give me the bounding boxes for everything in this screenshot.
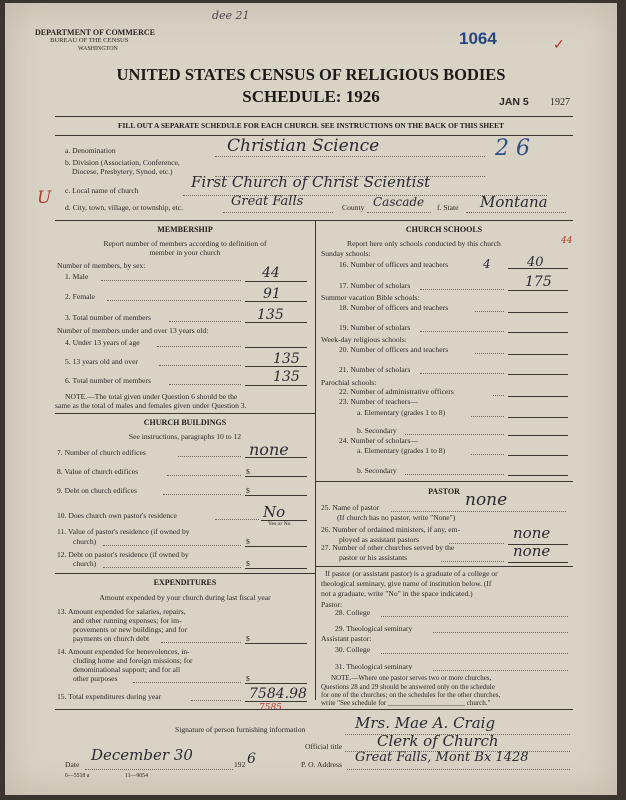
q18-label: 18. Number of officers and teachers bbox=[339, 303, 449, 312]
q1-value: 44 bbox=[262, 265, 280, 281]
signature-value: Mrs. Mae A. Craig bbox=[355, 714, 496, 732]
buildings-intro: See instructions, paragraphs 10 to 12 bbox=[128, 432, 242, 441]
graduate-text-2: theological seminary, give name of institution below. (If bbox=[321, 579, 492, 588]
q2-value: 91 bbox=[263, 286, 281, 302]
form-number-1: 6—5518 a bbox=[65, 773, 90, 779]
q22-label: 22. Number of administrative officers bbox=[339, 387, 454, 396]
q11-label-2: church) bbox=[73, 537, 97, 546]
date-year-digit: 6 bbox=[247, 751, 256, 767]
address-label: P. O. Address bbox=[301, 760, 342, 769]
date-value: December 30 bbox=[91, 746, 193, 764]
q14-value: $ bbox=[246, 674, 250, 683]
q8-label: 8. Value of church edifices bbox=[57, 467, 139, 476]
q24a-label: a. Elementary (grades 1 to 8) bbox=[357, 446, 446, 455]
q13-label-3: provements or new buildings; and for bbox=[73, 625, 188, 634]
q19-label: 19. Number of scholars bbox=[339, 323, 411, 332]
q13-label-2: and other running expenses; for im- bbox=[73, 616, 182, 625]
q27-value: none bbox=[513, 542, 551, 560]
signature-label: Signature of person furnishing information bbox=[175, 725, 306, 734]
members-by-sex-label: Number of members, by sex: bbox=[57, 261, 146, 270]
q14-label-3: denominational support; and for all bbox=[73, 665, 181, 674]
q5-value: 135 bbox=[273, 351, 300, 367]
state-value: Montana bbox=[480, 193, 548, 211]
form-title: UNITED STATES CENSUS OF RELIGIOUS BODIES bbox=[116, 65, 506, 84]
address-value: Great Falls, Mont Bx 1428 bbox=[355, 750, 529, 765]
q30-label: 30. College bbox=[335, 645, 371, 654]
official-title-value: Clerk of Church bbox=[377, 732, 499, 750]
county-value: Cascade bbox=[373, 195, 425, 209]
instruction-line: FILL OUT A SEPARATE SCHEDULE FOR EACH CHURCH. SEE INSTRUCTIONS ON THE BACK OF THIS SHEET bbox=[118, 121, 504, 130]
q15-label: 15. Total expenditures during year bbox=[57, 692, 162, 701]
membership-intro-1: Report number of members according to definition of bbox=[103, 239, 267, 248]
weekday-label: Week-day religious schools: bbox=[321, 335, 407, 344]
pastor-sublabel: Pastor: bbox=[321, 600, 343, 609]
q24-label: 24. Number of scholars— bbox=[339, 436, 418, 445]
membership-note-1: NOTE.—The total given under Question 6 should be the bbox=[65, 392, 238, 401]
pastor-note-3: for one of the churches; on the schedules for the other churches, bbox=[321, 691, 501, 699]
date-year-label: 192 bbox=[234, 760, 246, 769]
dept-line-3: WASHINGTON bbox=[78, 46, 118, 52]
q11-value: $ bbox=[246, 537, 250, 546]
summer-label: Summer vacation Bible schools: bbox=[321, 293, 420, 302]
q10-label: 10. Does church own pastor's residence bbox=[57, 511, 177, 520]
q12-value: $ bbox=[246, 559, 250, 568]
received-stamp-year: 1927 bbox=[550, 97, 570, 108]
dept-line-1: DEPARTMENT OF COMMERCE bbox=[35, 28, 156, 37]
pastor-heading: PASTOR bbox=[428, 487, 460, 496]
expenditures-intro: Amount expended by your church during last fiscal year bbox=[99, 593, 271, 602]
q12-label-1: 12. Debt on pastor's residence (if owned by bbox=[57, 550, 189, 559]
pastor-note-4: write "See schedule for ______________________ church." bbox=[321, 699, 491, 707]
q25-value: none bbox=[465, 490, 508, 510]
q12-label-2: church) bbox=[73, 559, 97, 568]
graduate-text-1: If pastor (or assistant pastor) is a graduate of a college or bbox=[325, 569, 498, 578]
q3-label: 3. Total number of members bbox=[65, 313, 152, 322]
q9-value: $ bbox=[246, 486, 250, 495]
q20-label: 20. Number of officers and teachers bbox=[339, 345, 449, 354]
q14-label-1: 14. Amount expended for benevolences, in- bbox=[57, 647, 190, 656]
parochial-label: Parochial schools: bbox=[321, 378, 377, 387]
graduate-text-3: not a graduate, write "No" in the space indicated.) bbox=[321, 589, 473, 598]
q26-label-1: 26. Number of ordained ministers, if any, em- bbox=[321, 525, 461, 534]
q15-value: 7584.98 bbox=[249, 686, 307, 702]
q15-below: 7585 bbox=[259, 703, 282, 713]
date-label: Date bbox=[65, 760, 80, 769]
denomination-code: 2 6 bbox=[495, 136, 530, 161]
local-name-value: First Church of Christ Scientist bbox=[191, 173, 431, 191]
q13-label-1: 13. Amount expended for salaries, repairs, bbox=[57, 607, 186, 616]
q16-value-1: 4 bbox=[483, 257, 491, 271]
q7-value: none bbox=[249, 440, 289, 459]
q14-label-4: other purposes bbox=[73, 674, 118, 683]
q6-value: 135 bbox=[273, 369, 300, 385]
pastor-note-2: Questions 28 and 29 should be answered only on the schedule bbox=[321, 683, 495, 691]
buildings-heading: CHURCH BUILDINGS bbox=[143, 418, 227, 427]
q31-label: 31. Theological seminary bbox=[335, 662, 413, 671]
census-schedule-sheet bbox=[5, 3, 617, 795]
received-stamp-date: JAN 5 bbox=[499, 96, 529, 108]
sunday-label: Sunday schools: bbox=[321, 249, 371, 258]
q25-label: 25. Name of pastor bbox=[321, 503, 380, 512]
assistant-sublabel: Assistant pastor: bbox=[321, 634, 372, 643]
q16-value-2: 40 bbox=[527, 255, 544, 270]
q23b-label: b. Secondary bbox=[357, 426, 397, 435]
q16-label: 16. Number of officers and teachers bbox=[339, 260, 449, 269]
q23a-label: a. Elementary (grades 1 to 8) bbox=[357, 408, 446, 417]
pastor-note-1: NOTE.—Where one pastor serves two or more churches, bbox=[331, 674, 492, 682]
dept-line-2: BUREAU OF THE CENSUS bbox=[50, 37, 129, 44]
q27-label-1: 27. Number of other churches served by the bbox=[321, 543, 455, 552]
schools-intro: Report here only schools conducted by this church bbox=[347, 239, 501, 248]
q2-label: 2. Female bbox=[65, 292, 95, 301]
q13-value: $ bbox=[246, 634, 250, 643]
q27-label-2: pastor or his assistants bbox=[339, 553, 408, 562]
local-name-label: c. Local name of church bbox=[65, 186, 139, 195]
q26-value: none bbox=[513, 524, 551, 542]
denomination-label: a. Denomination bbox=[65, 146, 116, 155]
q14-label-2: cluding home and foreign missions; for bbox=[73, 656, 193, 665]
q11-label-1: 11. Value of pastor's residence (if owned by bbox=[57, 527, 190, 536]
age-intro-label: Number of members under and over 13 years old: bbox=[57, 326, 209, 335]
q13-label-4: payments on church debt bbox=[73, 634, 150, 643]
q4-label: 4. Under 13 years of age bbox=[65, 338, 140, 347]
q29-label: 29. Theological seminary bbox=[335, 624, 413, 633]
schools-margin-note: 44 bbox=[561, 236, 573, 246]
q1-label: 1. Male bbox=[65, 272, 89, 281]
q7-label: 7. Number of church edifices bbox=[57, 448, 146, 457]
q6-label: 6. Total number of members bbox=[65, 376, 152, 385]
q24b-label: b. Secondary bbox=[357, 466, 397, 475]
q5-label: 5. 13 years old and over bbox=[65, 357, 138, 366]
q25-sub: (If church has no pastor, write "None") bbox=[337, 513, 456, 522]
expenditures-heading: EXPENDITURES bbox=[153, 578, 217, 587]
schedule-number: 1064 bbox=[459, 29, 497, 48]
city-label: d. City, town, village, or township, etc. bbox=[65, 203, 184, 212]
division-label-1: b. Division (Association, Conference, bbox=[65, 158, 180, 167]
q17-label: 17. Number of scholars bbox=[339, 281, 411, 290]
q28-label: 28. College bbox=[335, 608, 371, 617]
margin-mark: U bbox=[37, 188, 52, 208]
city-value: Great Falls bbox=[231, 194, 304, 209]
q21-label: 21. Number of scholars bbox=[339, 365, 411, 374]
check-mark: ✓ bbox=[553, 38, 565, 53]
schools-heading: CHURCH SCHOOLS bbox=[405, 225, 483, 234]
membership-note-2: same as the total of males and females given under Question 3. bbox=[55, 401, 247, 410]
denomination-value: Christian Science bbox=[227, 136, 380, 156]
form-subtitle: SCHEDULE: 1926 bbox=[242, 87, 380, 106]
membership-intro-2: member in your church bbox=[149, 248, 221, 257]
q23-label: 23. Number of teachers— bbox=[339, 397, 418, 406]
division-label-2: Diocese, Presbytery, Synod, etc.) bbox=[72, 167, 173, 176]
form-number-2: 11—9054 bbox=[125, 773, 148, 779]
county-label: County bbox=[342, 203, 365, 212]
q10-value: No bbox=[263, 503, 286, 521]
official-title-label: Official title bbox=[305, 742, 343, 751]
q3-value: 135 bbox=[257, 307, 284, 323]
state-label: f. State bbox=[437, 203, 459, 212]
q10-sub: Yes or No bbox=[268, 521, 291, 527]
annotation-top: dee 21 bbox=[212, 9, 250, 22]
q17-value: 175 bbox=[525, 274, 552, 290]
q9-label: 9. Debt on church edifices bbox=[57, 486, 137, 495]
q8-value: $ bbox=[246, 467, 250, 476]
q26-label-2: ployed as assistant pastors bbox=[339, 535, 419, 544]
membership-heading: MEMBERSHIP bbox=[157, 225, 213, 234]
